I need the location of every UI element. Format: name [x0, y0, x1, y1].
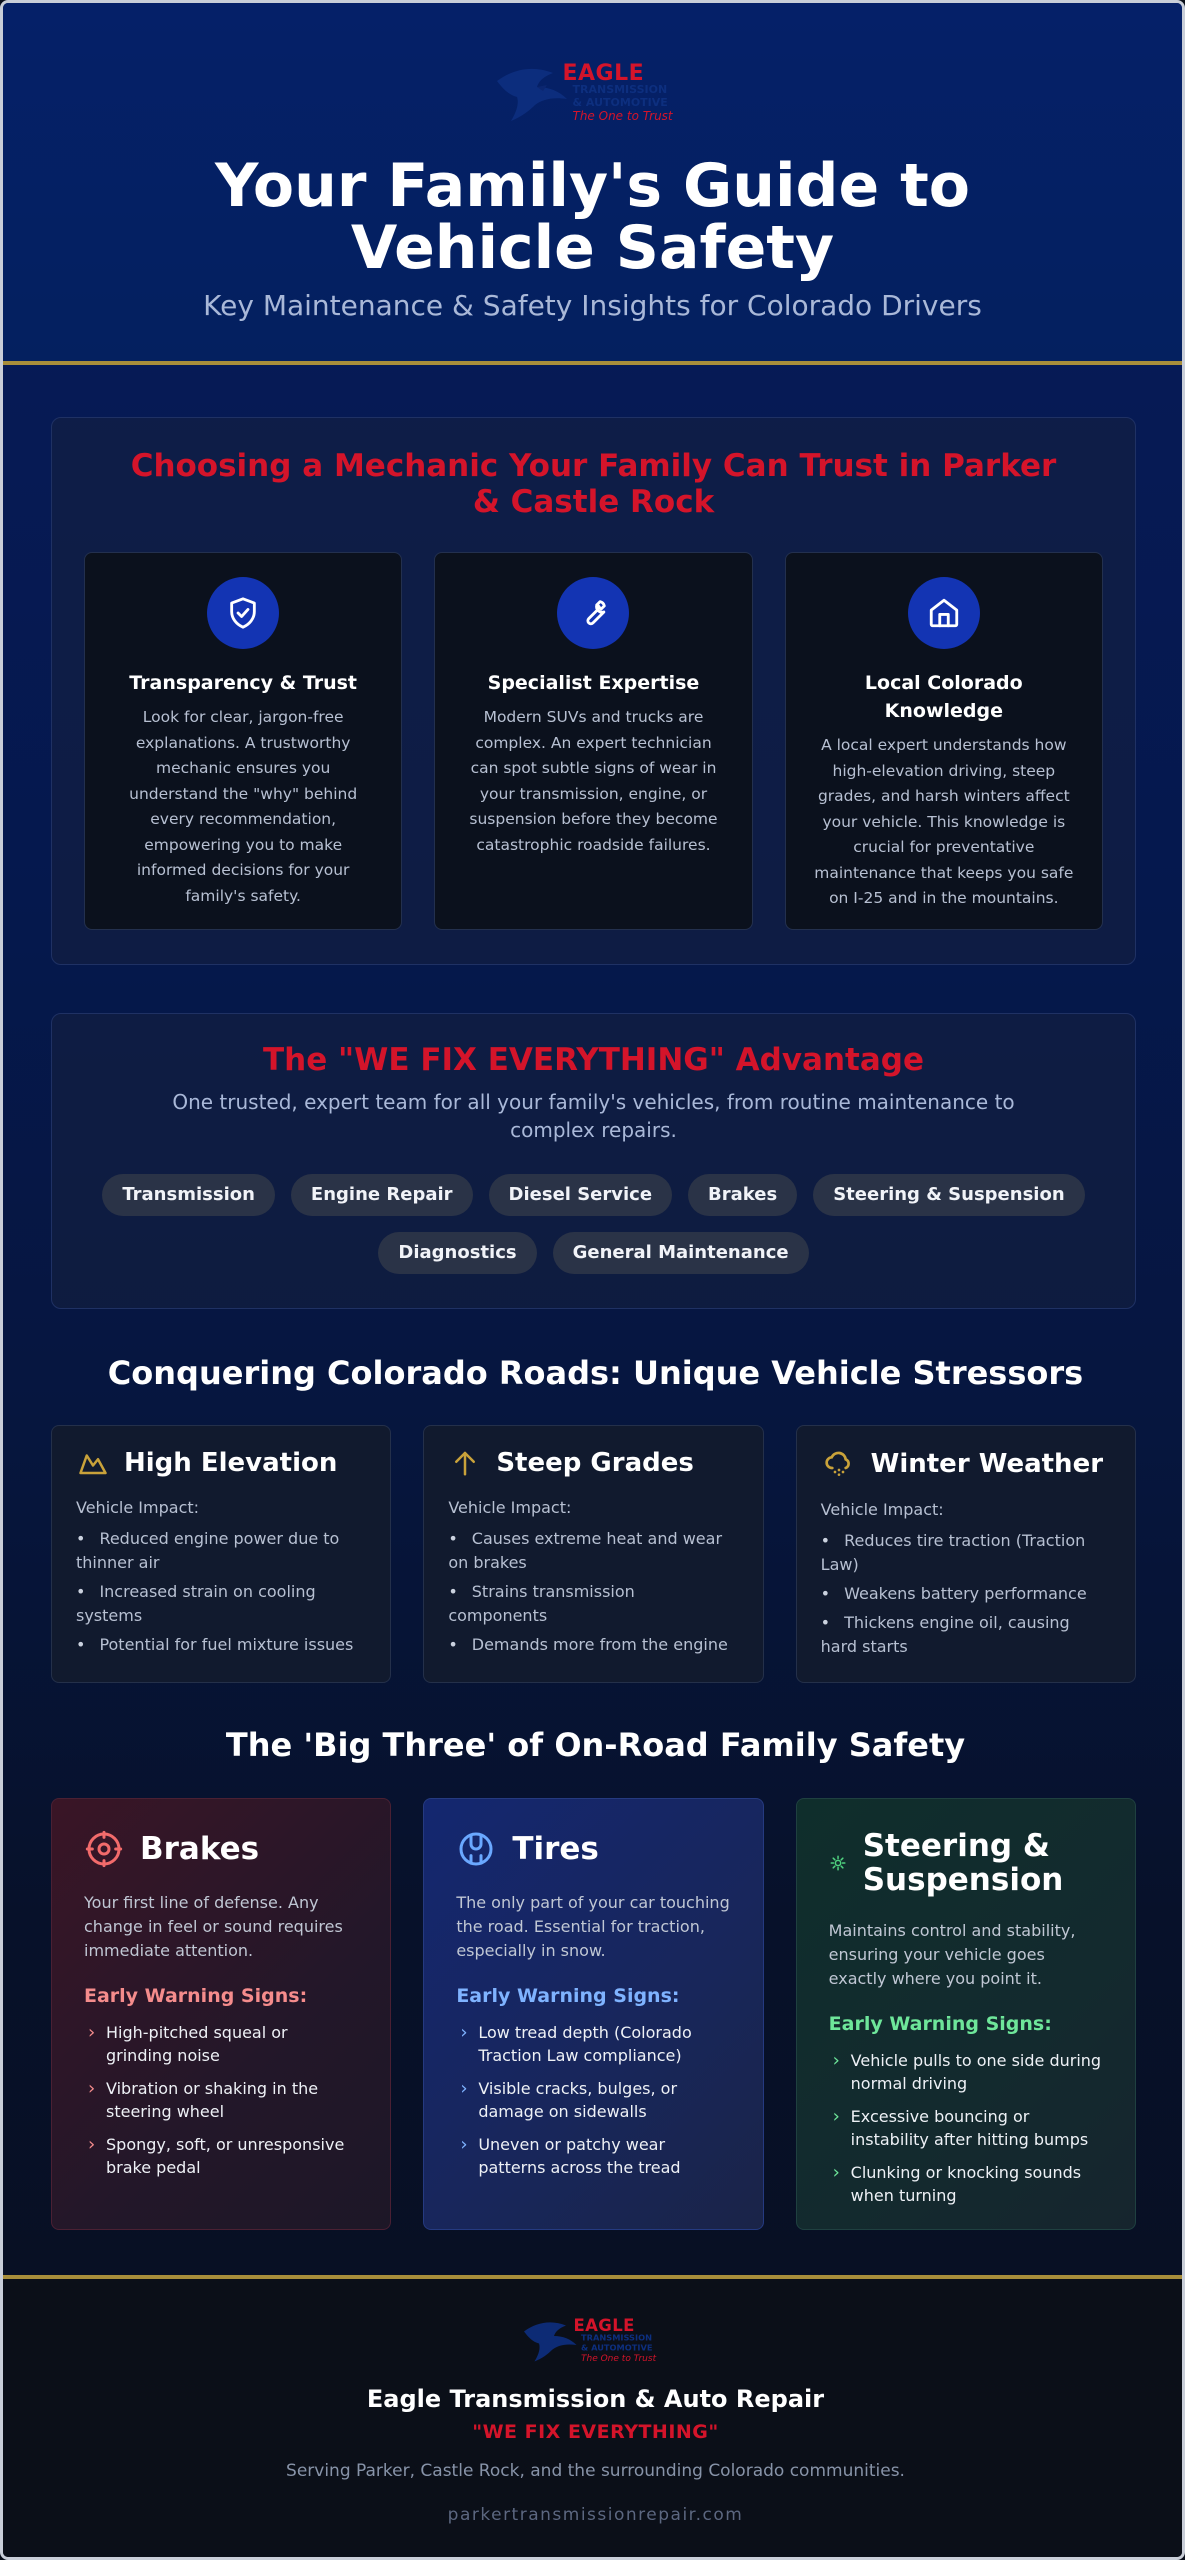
list-item: › Clunking or knocking sounds when turning [829, 2161, 1103, 2207]
footer-business-name: Eagle Transmission & Auto Repair [366, 2385, 825, 2413]
hero-header [3, 3, 1182, 365]
service-pill-diesel-service[interactable]: Diesel Service [489, 1174, 673, 1216]
trust-card-title: Transparency & Trust [129, 672, 358, 694]
impact-label: Vehicle Impact: [820, 1500, 944, 1519]
big-three-card-tires [423, 1798, 763, 2230]
stressor-card-elevation [51, 1425, 391, 1683]
big-three-title: Brakes [140, 1831, 260, 1867]
trust-card-local [785, 552, 1103, 930]
big-three-title: Steering & Suspension [862, 1828, 1064, 1898]
logo-subtext [573, 83, 668, 109]
trust-card-text: Modern SUVs and trucks are complex. An expert technician can spot subtle signs of wear in your transmission, engine, or suspension before they become catastrophic roadside failures. [469, 708, 718, 854]
big-three-cards [51, 1798, 1136, 2230]
eagle-icon [521, 2309, 581, 2369]
list-item: • Increased strain on cooling systems [76, 1580, 366, 1628]
impact-list [448, 1527, 738, 1657]
list-item: • Strains transmission components [448, 1580, 738, 1628]
trust-card-text: A local expert understands how high-elevation driving, steep grades, and harsh winters affect your vehicle. This knowledge is crucial for preventative maintenance that keeps you safe on I-25 and in the mountains. [814, 736, 1074, 907]
list-item: › Vibration or shaking in the steering wheel [84, 2077, 358, 2123]
services-list [94, 1174, 1094, 1274]
big-three-card-steering [796, 1798, 1136, 2230]
trust-card-transparency [84, 552, 402, 930]
impact-list [821, 1529, 1111, 1659]
trust-card-title: Specialist Expertise [487, 672, 700, 694]
warning-signs-label: Early Warning Signs: [84, 1985, 308, 2007]
arrow-up-icon [448, 1448, 482, 1478]
big-three-lead: Maintains control and stability, ensuring your vehicle goes exactly where you point it. [828, 1921, 1076, 1988]
list-item: • Reduces tire traction (Traction Law) [821, 1529, 1111, 1577]
logo-sub-line-1: TRANSMISSION [572, 83, 668, 96]
warning-signs-list [829, 2049, 1103, 2207]
warning-signs-label: Early Warning Signs: [456, 1985, 680, 2007]
warning-signs-list [84, 2021, 358, 2179]
eagle-icon [493, 51, 573, 131]
stressor-title: Steep Grades [496, 1448, 694, 1478]
list-item: › High-pitched squeal or grinding noise [84, 2021, 358, 2067]
service-pill-brakes[interactable]: Brakes [688, 1174, 797, 1216]
stressor-title: High Elevation [124, 1448, 338, 1478]
list-item: • Reduced engine power due to thinner air [76, 1527, 366, 1575]
footer [3, 2275, 1185, 2560]
advantage-section [51, 1013, 1136, 1309]
mountain-icon [76, 1448, 110, 1478]
stressors-heading: Conquering Colorado Roads: Unique Vehicle Stressors [107, 1354, 1084, 1392]
brand-logo[interactable] [493, 51, 693, 131]
footer-service-area: Serving Parker, Castle Rock, and the surrounding Colorado communities. [286, 2461, 905, 2481]
list-item: • Causes extreme heat and wear on brakes [448, 1527, 738, 1575]
list-item: › Low tread depth (Colorado Traction Law compliance) [456, 2021, 730, 2067]
impact-list [76, 1527, 366, 1657]
big-three-lead: Your first line of defense. Any change in feel or sound requires immediate attention. [84, 1893, 343, 1960]
page-subtitle: Key Maintenance & Safety Insights for Colorado Drivers [203, 289, 982, 322]
gear-icon [829, 1848, 847, 1878]
footer-tagline: "WE FIX EVERYTHING" [472, 2421, 719, 2443]
home-icon [908, 577, 980, 649]
trust-card-title: Local Colorado Knowledge [864, 672, 1023, 722]
big-three-heading: The 'Big Three' of On-Road Family Safety [225, 1726, 966, 1764]
service-pill-general-maintenance[interactable]: General Maintenance [553, 1232, 809, 1274]
logo-name: EAGLE [562, 61, 645, 86]
brake-disc-icon [84, 1829, 124, 1869]
impact-label: Vehicle Impact: [448, 1498, 572, 1517]
list-item: • Weakens battery performance [821, 1582, 1111, 1606]
logo-subtext [581, 2333, 652, 2353]
advantage-description: One trusted, expert team for all your family's vehicles, from routine maintenance to complex repairs. [172, 1090, 1015, 1142]
big-three-lead: The only part of your car touching the road. Essential for traction, especially in snow. [456, 1893, 730, 1960]
snow-cloud-icon [821, 1448, 857, 1480]
stressor-card-winter [796, 1425, 1136, 1683]
logo-sub-line-2: & AUTOMOTIVE [572, 96, 668, 109]
list-item: • Thickens engine oil, causing hard starts [821, 1611, 1111, 1659]
footer-website-link[interactable]: parkertransmissionrepair.com [447, 2505, 744, 2525]
list-item: › Spongy, soft, or unresponsive brake pedal [84, 2133, 358, 2179]
shield-check-icon [207, 577, 279, 649]
tire-icon [456, 1829, 496, 1869]
advantage-heading: The "WE FIX EVERYTHING" Advantage [262, 1042, 924, 1078]
logo-sub-line-2: & AUTOMOTIVE [580, 2342, 652, 2353]
trust-card-text: Look for clear, jargon-free explanations. A trustworthy mechanic ensures you understand the "why" behind every recommendation, empowering you to make informed decisions for your family's safety. [129, 708, 358, 905]
service-pill-steering-suspension[interactable]: Steering & Suspension [813, 1174, 1084, 1216]
footer-logo[interactable] [521, 2309, 671, 2363]
logo-tagline: The One to Trust [580, 2352, 656, 2363]
logo-tagline: The One to Trust [572, 109, 673, 123]
big-three-card-brakes [51, 1798, 391, 2230]
big-three-title: Tires [512, 1831, 599, 1867]
page-title: Your Family's Guide to Vehicle Safety [214, 151, 970, 283]
list-item: › Vehicle pulls to one side during normal driving [829, 2049, 1103, 2095]
service-pill-engine-repair[interactable]: Engine Repair [291, 1174, 473, 1216]
trust-card-expertise [434, 552, 752, 930]
list-item: • Potential for fuel mixture issues [76, 1633, 366, 1657]
impact-label: Vehicle Impact: [76, 1498, 200, 1517]
list-item: › Uneven or patchy wear patterns across the tread [456, 2133, 730, 2179]
stressor-cards [51, 1425, 1136, 1683]
list-item: › Excessive bouncing or instability after hitting bumps [829, 2105, 1103, 2151]
warning-signs-list [456, 2021, 730, 2179]
list-item: • Demands more from the engine [448, 1633, 738, 1657]
logo-sub-line-1: TRANSMISSION [580, 2333, 652, 2343]
list-item: › Visible cracks, bulges, or damage on sidewalls [456, 2077, 730, 2123]
service-pill-diagnostics[interactable]: Diagnostics [378, 1232, 536, 1274]
stressor-title: Winter Weather [870, 1449, 1104, 1479]
stressor-card-grades [423, 1425, 763, 1683]
trust-heading: Choosing a Mechanic Your Family Can Trust in Parker & Castle Rock [130, 448, 1057, 520]
trust-cards [84, 552, 1103, 930]
wrench-icon [557, 577, 629, 649]
service-pill-transmission[interactable]: Transmission [102, 1174, 275, 1216]
logo-name: EAGLE [573, 2316, 635, 2336]
trust-section [51, 417, 1136, 965]
warning-signs-label: Early Warning Signs: [828, 2013, 1052, 2035]
